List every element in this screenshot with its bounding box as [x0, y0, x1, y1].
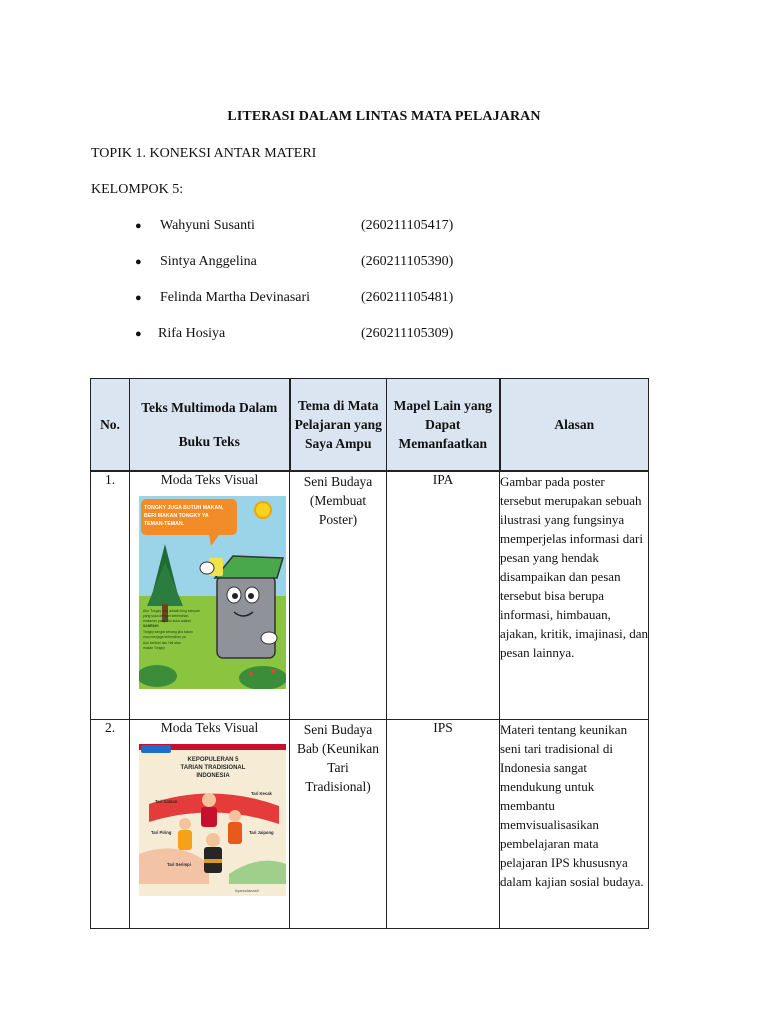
cell-no: 2. [91, 719, 130, 928]
table-row [91, 719, 649, 928]
document-title: LITERASI DALAM LINTAS MATA PELAJARAN [227, 109, 541, 124]
cell-teks [130, 471, 290, 719]
cell-teks-label: Moda Teks Visual [160, 719, 259, 735]
poster-footer: #yarsulanasif [235, 887, 259, 893]
poster-title-line: KEPOPULERAN 5 [187, 756, 239, 763]
cell-no: 1. [91, 471, 130, 719]
table-header-row [91, 379, 649, 472]
cell-alasan: Materi tentang keunikan seni tari tradisional di Indonesia sangat mendukung untuk membantu memvisualisasikan pembelajaran mata pelajaran IPS khususnya dalam kajian sosial budaya. [500, 719, 649, 928]
poster-body-line: yang suka dengan kebersihan, [143, 614, 190, 618]
member-id: (260211105481) [361, 290, 454, 305]
poster-dance-label: Tari Serimpi [167, 861, 191, 867]
cell-teks-label: Moda Teks Visual [160, 472, 259, 487]
header-no: No. [91, 379, 130, 472]
topic-heading: TOPIK 1. KONEKSI ANTAR MATERI [91, 146, 317, 161]
poster-body-line: makan Tongky [143, 646, 165, 650]
poster-bubble-line: TEMAN-TEMAN. [144, 521, 185, 527]
bullet-icon: ● [135, 292, 142, 304]
member-name: Wahyuni Susanti [160, 218, 255, 233]
table-row [91, 471, 649, 719]
poster-body-line: Tongky sangat senang jika kalian [143, 630, 193, 634]
cell-mapel: IPS [387, 719, 500, 928]
member-id: (260211105417) [361, 218, 454, 233]
header-teks-multimoda [130, 379, 290, 472]
poster-dance-label: Tari Saman [155, 798, 178, 804]
bullet-icon: ● [135, 220, 142, 232]
poster-body-line: mau menjaga kebersihan ya [143, 635, 186, 639]
bullet-icon: ● [135, 328, 142, 340]
poster-title-line: TARIAN TRADISIONAL [180, 764, 246, 771]
header-alasan: Alasan [500, 379, 649, 472]
group-heading: KELOMPOK 5: [91, 182, 184, 197]
header-teks-line1: Teks Multimoda Dalam [141, 400, 278, 415]
poster-bubble-line: TONGKY JUGA BUTUH MAKAN, [144, 505, 224, 511]
poster-bubble-line: BERI MAKAN TONGKY YA [144, 513, 209, 519]
member-id: (260211105390) [361, 254, 454, 269]
header-teks-line2: Buku Teks [178, 434, 240, 449]
cell-mapel: IPA [387, 471, 500, 719]
poster-title-line: INDONESIA [196, 772, 230, 779]
member-name: Sintya Anggelina [160, 254, 257, 269]
member-id: (260211105309) [361, 326, 454, 341]
cell-teks [130, 719, 290, 928]
header-tema: Tema di Mata Pelajaran yang Saya Ampu [290, 379, 387, 472]
poster-dance-label: Tari Jaipong [249, 829, 274, 835]
cell-alasan: Gambar pada poster tersebut merupakan sebuah ilustrasi yang fungsinya memperjelas informasi dari pesan yang hendak disampaikan dan pesan tersebut bisa berupa informasi, himbauan, ajakan, kritik, imajinasi, dan pesan lainnya. [500, 471, 649, 719]
bullet-icon: ● [135, 256, 142, 268]
poster-dance-label: Tari Piring [151, 829, 172, 835]
poster-body-line: Ayo berikan aku Hal atau [143, 641, 181, 645]
member-name: Rifa Hosiya [158, 326, 226, 341]
poster-body-line: Aku 'Tongky' aku adalah tong sampah [143, 609, 200, 613]
poster-body-line: makanan yang aku suka adalah [143, 619, 191, 623]
literacy-table [90, 378, 649, 929]
header-mapel: Mapel Lain yang Dapat Memanfaatkan [387, 379, 500, 472]
tarian-poster-image [139, 744, 286, 896]
poster-body-line: SAMPAH! [143, 624, 159, 628]
cell-tema: Seni Budaya Bab (Keunikan Tari Tradisional) [290, 719, 387, 928]
poster-dance-label: Tari Kecak [251, 790, 272, 796]
member-name: Felinda Martha Devinasari [160, 290, 311, 305]
cell-tema: Seni Budaya (Membuat Poster) [290, 471, 387, 719]
tongky-poster-image [139, 496, 286, 689]
